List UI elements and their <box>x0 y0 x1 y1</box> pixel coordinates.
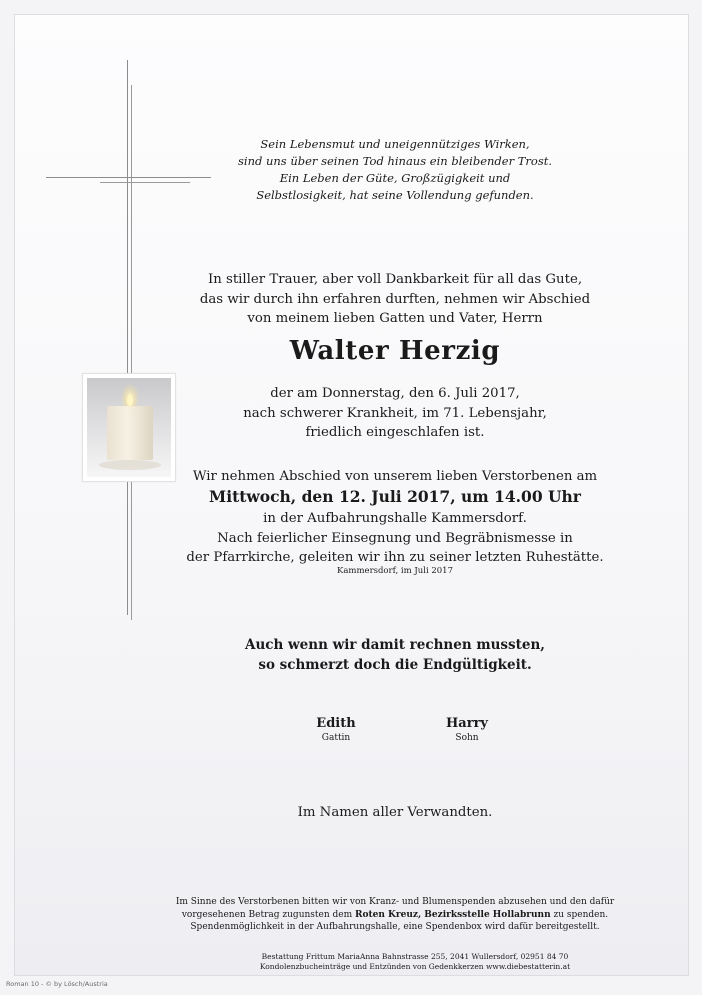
donation-line: Spendenmöglichkeit in der Aufbahrungshalle, eine Spendenbox wird dafür bereitgestellt. <box>190 922 600 932</box>
donation-notice <box>80 896 702 934</box>
death-line: friedlich eingeschlafen ist. <box>305 425 485 440</box>
ceremony-line: in der Aufbahrungshalle Kammersdorf. <box>263 511 527 526</box>
memorial-quote <box>230 136 560 204</box>
cross-icon-vertical-line-inner <box>131 85 132 620</box>
intro-line: das wir durch ihn erfahren durften, nehmen wir Abschied <box>199 291 591 307</box>
flame-icon <box>127 394 133 406</box>
intro-text <box>170 270 620 329</box>
template-credit: Roman 10 - © by Lösch/Austria <box>6 980 108 988</box>
cross-icon-horizontal-line-inner <box>100 182 190 183</box>
quote-line: Ein Leben der Güte, Großzügigkeit und <box>279 171 511 185</box>
donation-text: zu spenden. <box>550 909 609 920</box>
footer-line: Bestattung Frittum MariaAnna Bahnstrasse 255, 2041 Wullersdorf, 02951 84 70 <box>261 952 569 961</box>
farewell-line: Wir nehmen Abschied von unserem lieben Verstorbenen am <box>192 469 598 484</box>
intro-line: In stiller Trauer, aber voll Dankbarkeit für all das Gute, <box>207 272 583 287</box>
death-line: der am Donnerstag, den 6. Juli 2017, <box>270 386 520 401</box>
mourner-relation: Gattin <box>321 733 351 743</box>
ceremony-line: Nach feierlicher Einsegnung und Begräbnismesse in <box>217 530 573 546</box>
footer-line: Kondolenzbucheinträge und Entzünden von Gedenkkerzen www.diebestatterin.at <box>259 962 571 971</box>
candle-icon <box>107 406 153 460</box>
mourner-name: Edith <box>316 716 356 731</box>
donation-line: Im Sinne des Verstorbenen bitten wir von Kranz- und Blumenspenden abzusehen und den dafür <box>175 897 615 907</box>
death-line: nach schwerer Krankheit, im 71. Lebensjahr, <box>243 405 547 421</box>
death-notice <box>200 384 590 443</box>
mourner-relation: Sohn <box>455 733 479 743</box>
cross-icon-horizontal-line <box>46 177 211 178</box>
donation-line <box>80 909 702 922</box>
deceased-name: Walter Herzig <box>289 336 501 366</box>
funeral-date: Mittwoch, den 12. Juli 2017, um 14.00 Uhr <box>209 487 581 506</box>
quote-line: Sein Lebensmut und uneigennütziges Wirken, <box>260 137 530 151</box>
comfort-line: so schmerzt doch die Endgültigkeit. <box>258 657 532 673</box>
cross-icon-vertical-line <box>127 60 128 615</box>
undertaker-footer <box>180 952 650 972</box>
ceremony-details <box>170 509 620 568</box>
mourner-name: Harry <box>446 716 488 731</box>
relatives-line: Im Namen aller Verwandten. <box>297 805 493 820</box>
mourner-entry <box>427 715 507 744</box>
quote-line: Selbstlosigkeit, hat seine Vollendung gefunden. <box>256 188 534 202</box>
mourner-entry <box>296 715 376 744</box>
intro-line: von meinem lieben Gatten und Vater, Herrn <box>247 311 543 326</box>
charity-name: Roten Kreuz, Bezirksstelle Hollabrunn <box>355 909 551 920</box>
comfort-line: Auch wenn wir damit rechnen mussten, <box>245 637 545 653</box>
ceremony-line: der Pfarrkirche, geleiten wir ihn zu seiner letzten Ruhestätte. <box>186 550 604 565</box>
donation-text: vorgesehenen Betrag zugunsten dem <box>181 909 355 920</box>
candle-reflection <box>99 460 161 470</box>
comfort-text <box>200 635 590 675</box>
candle-photo-frame <box>82 373 176 482</box>
quote-line: sind uns über seinen Tod hinaus ein bleibender Trost. <box>237 154 553 168</box>
candle-photo <box>87 378 171 477</box>
place-date: Kammersdorf, im Juli 2017 <box>337 566 453 576</box>
